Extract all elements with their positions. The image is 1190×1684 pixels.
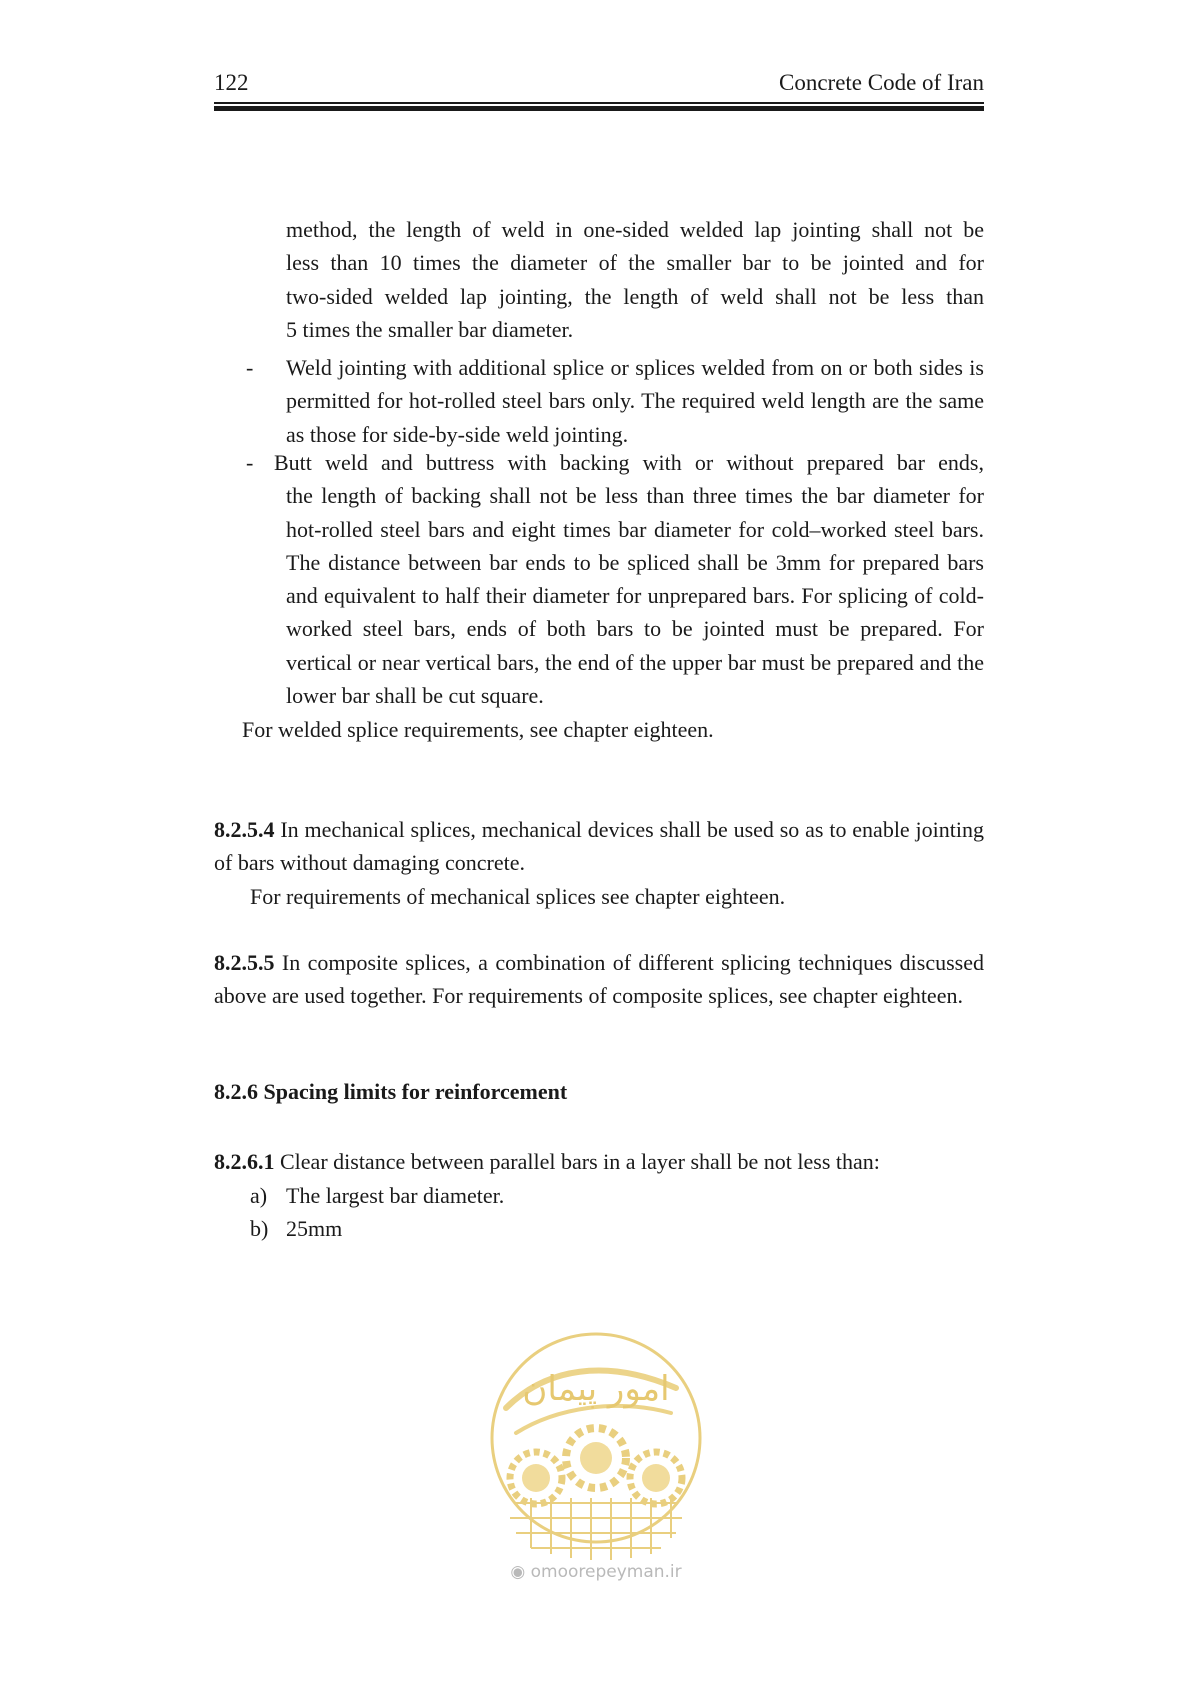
bullet-weld-jointing bbox=[246, 351, 984, 451]
section-8-2-5-4 bbox=[214, 813, 984, 880]
mechanical-splice-note: For requirements of mechanical splices see chapter eighteen. bbox=[250, 884, 786, 909]
running-title: Concrete Code of Iran bbox=[778, 70, 984, 95]
list-item-label: b) bbox=[250, 1216, 269, 1241]
continuation-line: method, the length of weld in one-sided welded lap jointing shall not be bbox=[286, 217, 984, 242]
section-8-2-6-1 bbox=[214, 1145, 984, 1178]
globe-icon: ◉ bbox=[510, 1562, 526, 1582]
section-number: 8.2.6.1 bbox=[214, 1149, 275, 1174]
bullet-marker: - bbox=[246, 450, 254, 475]
header-rule-thick bbox=[214, 106, 984, 111]
list-item bbox=[250, 1179, 504, 1212]
list-item bbox=[250, 1212, 342, 1245]
continuation-line: 5 times the smaller bar diameter. bbox=[286, 316, 574, 342]
watermark-logo bbox=[486, 1328, 706, 1568]
watermark-caption: ◉ omoorepeyman.ir bbox=[510, 1562, 682, 1582]
section-text: In composite splices, a combination of different splicing techniques discussed above are used together. For requirements of composite splices, see chapter eighteen. bbox=[214, 950, 984, 1009]
continuation-line: less than 10 times the diameter of the smaller bar to be jointed and for bbox=[286, 250, 984, 276]
bullet-marker: - bbox=[246, 355, 254, 380]
list-item-label: a) bbox=[250, 1183, 268, 1208]
logo-script: امور پیمان bbox=[522, 1369, 670, 1409]
section-number: 8.2.5.5 bbox=[214, 950, 275, 975]
continuation-paragraph bbox=[286, 213, 984, 346]
list-item-text: The largest bar diameter. bbox=[286, 1183, 505, 1208]
bullet-text: the length of backing shall not be less than three times the bar diameter for hot-rolled steel bars and eight times bar diameter for cold–worked steel bars. The distance between bar ends to be spliced shall be 3mm for prepared bars and equivalent to half their diameter for unprepared bars. For splicing of cold-worked steel bars, ends of both bars to be jointed must be prepared. For vertical or near vertical bars, the end of the upper bar must be prepared and the lower bar shall be cut square. bbox=[286, 483, 984, 709]
section-heading-8-2-6: 8.2.6 Spacing limits for reinforcement bbox=[214, 1079, 568, 1104]
section-text: Clear distance between parallel bars in a layer shall be not less than: bbox=[274, 1149, 880, 1174]
page-number: 122 bbox=[214, 70, 249, 95]
welded-splice-note: For welded splice requirements, see chapter eighteen. bbox=[242, 717, 714, 742]
bullet-text: Weld jointing with additional splice or splices welded from on or both sides is permitted for hot-rolled steel bars only. The required weld length are the same as those for side-by-side weld jointing. bbox=[286, 355, 984, 447]
list-item-text: 25mm bbox=[286, 1216, 343, 1241]
section-number: 8.2.5.4 bbox=[214, 817, 275, 842]
bullet-butt-weld bbox=[246, 446, 984, 712]
section-8-2-5-5 bbox=[214, 946, 984, 1013]
section-text: In mechanical splices, mechanical devices shall be used so as to enable jointing of bars without damaging concrete. bbox=[214, 817, 984, 876]
continuation-line: two-sided welded lap jointing, the length of weld shall not be less than bbox=[286, 283, 984, 309]
bullet-first-line: Butt weld and buttress with backing with or without prepared bar ends, bbox=[274, 450, 984, 475]
header-rule-thin bbox=[214, 102, 984, 104]
